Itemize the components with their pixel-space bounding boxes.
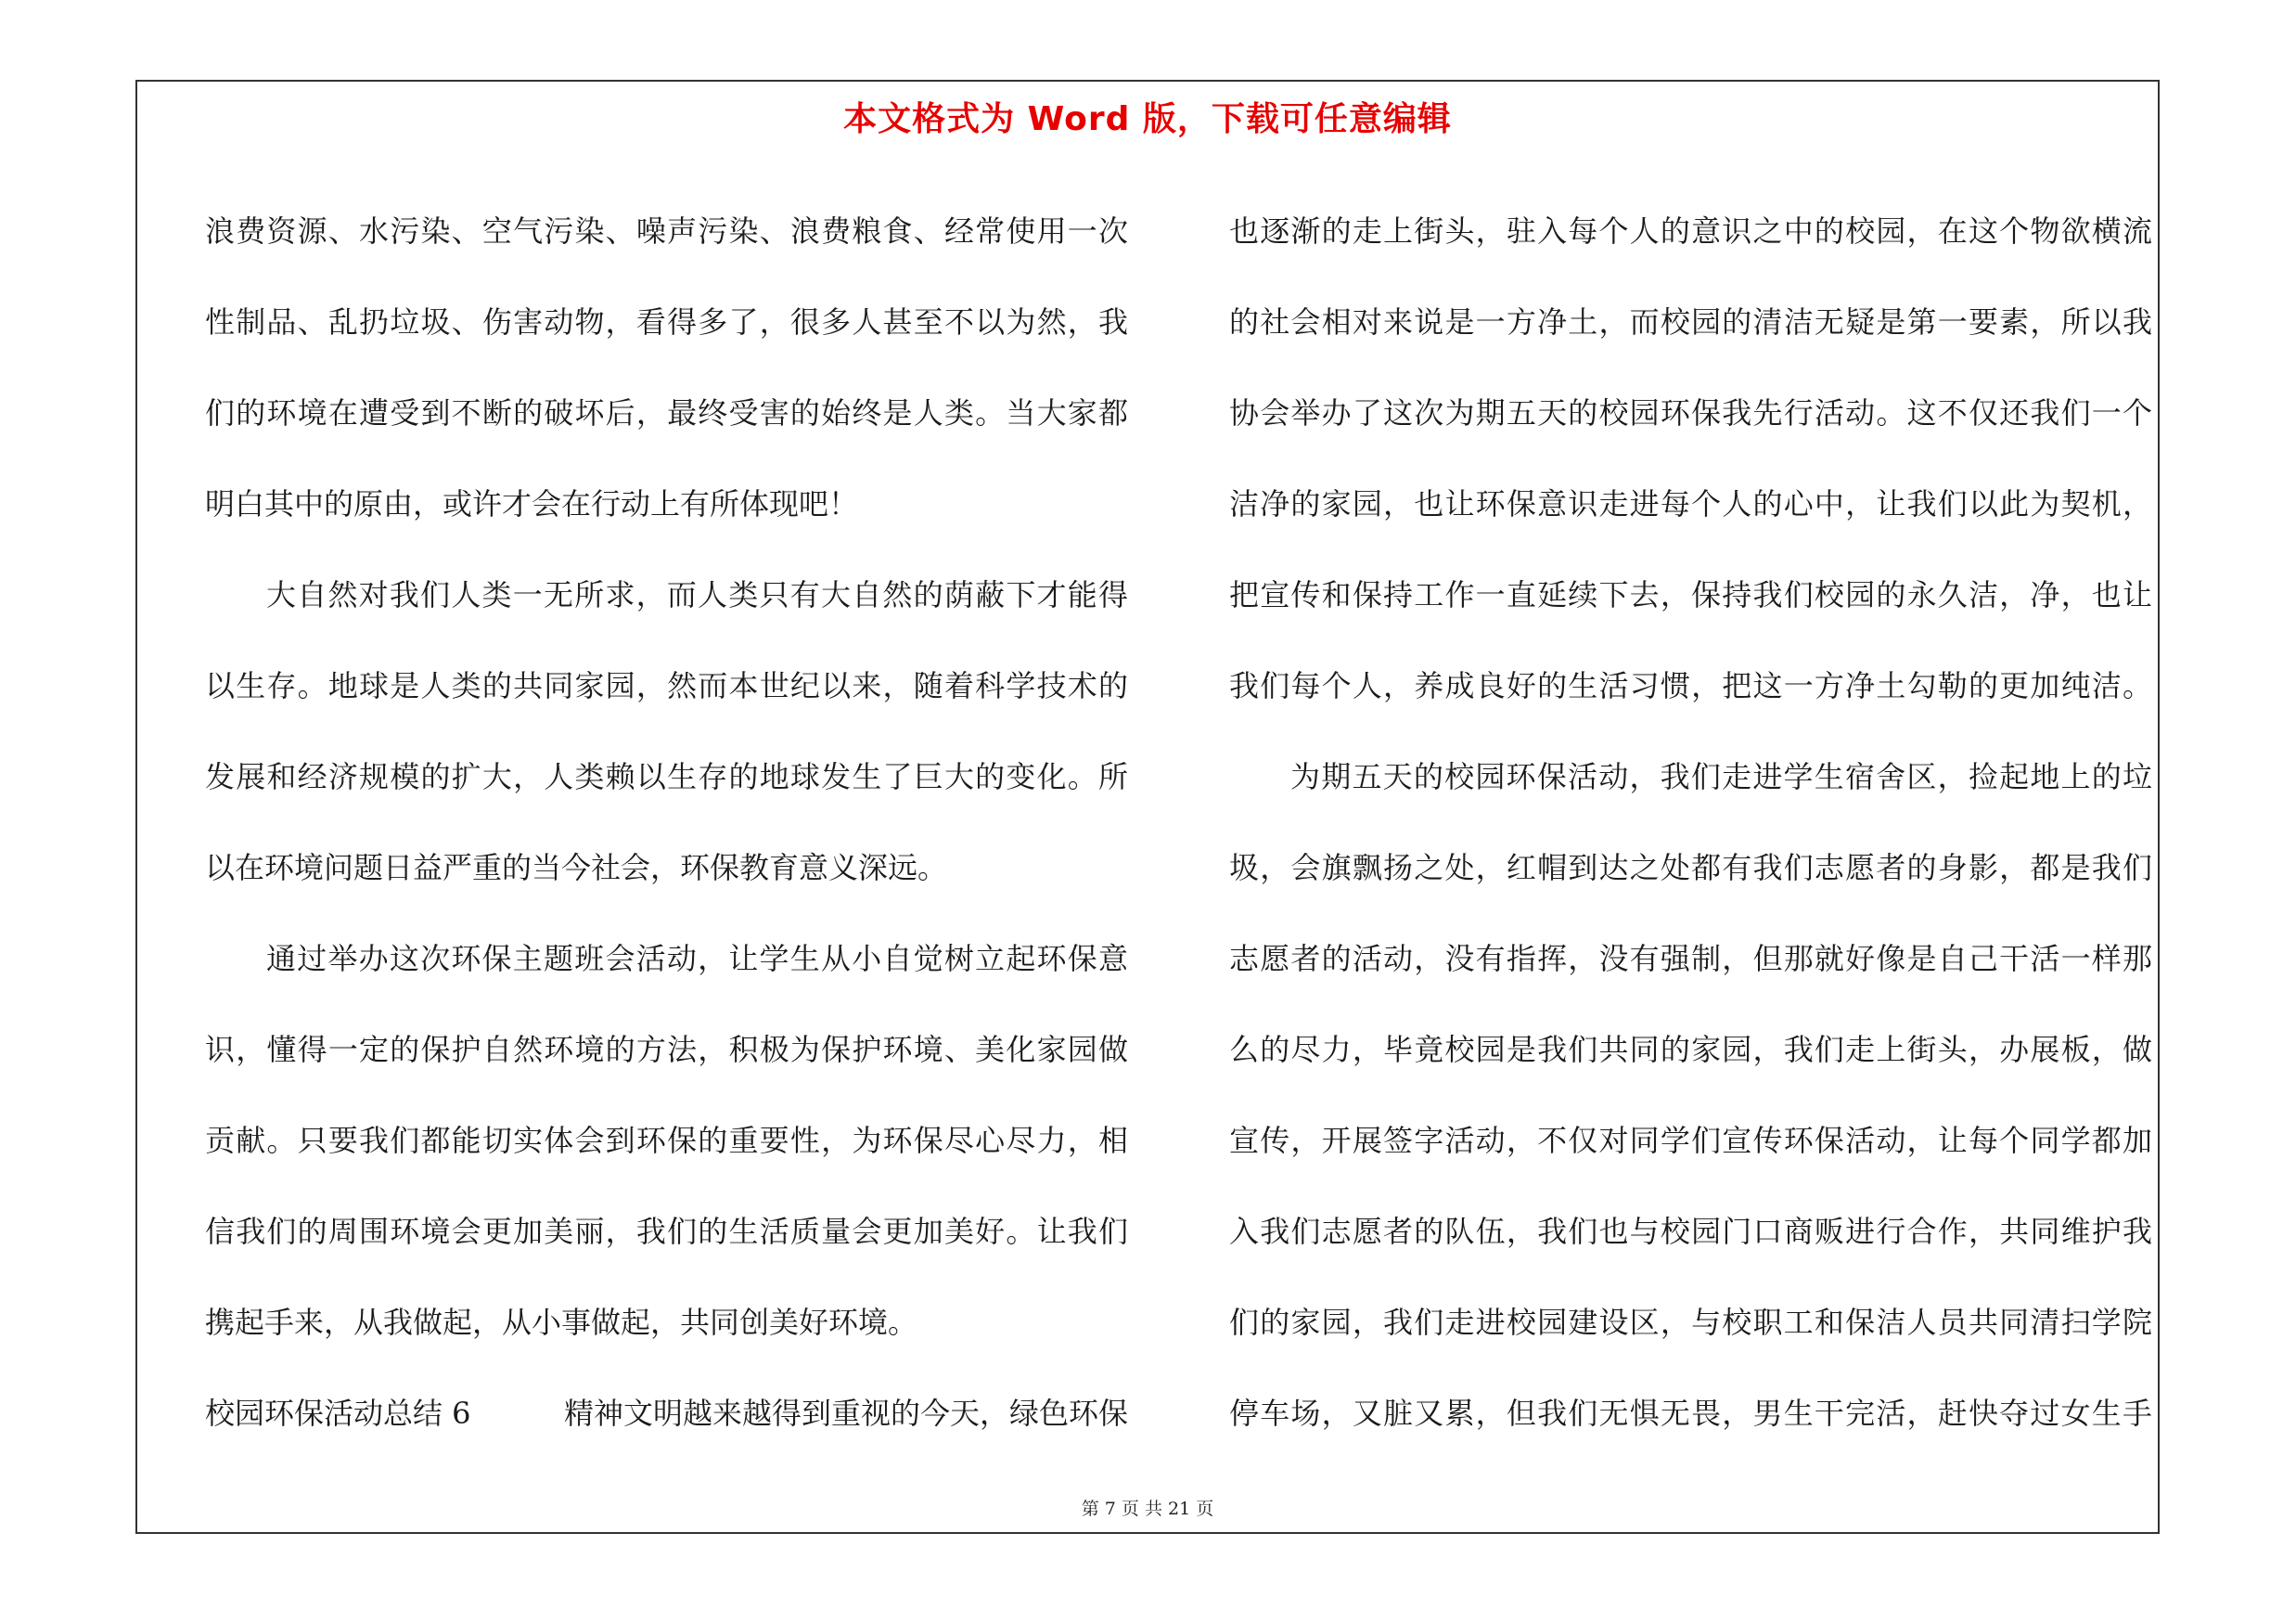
text-line: 识，懂得一定的保护自然环境的方法，积极为保护环境、美化家园做 xyxy=(205,1032,1128,1067)
paragraph-first-line: 通过举办这次环保主题班会活动，让学生从小自觉树立起环保意 xyxy=(266,941,1128,976)
text-line: 们的家园，我们走进校园建设区，与校职工和保洁人员共同清扫学院 xyxy=(1229,1305,2152,1340)
page-frame xyxy=(135,80,2160,1534)
text-line: 浪费资源、水污染、空气污染、噪声污染、浪费粮食、经常使用一次 xyxy=(205,213,1128,249)
text-line: 发展和经济规模的扩大，人类赖以生存的地球发生了巨大的变化。所 xyxy=(205,759,1128,794)
right-column xyxy=(1229,186,2152,1513)
text-line: 性制品、乱扔垃圾、伤害动物，看得多了，很多人甚至不以为然，我 xyxy=(205,304,1128,340)
text-line: 贡献。只要我们都能切实体会到环保的重要性，为环保尽心尽力，相 xyxy=(205,1123,1128,1158)
text-line: 宣传，开展签字活动，不仅对同学们宣传环保活动，让每个同学都加 xyxy=(1229,1123,2152,1158)
text-line: 圾，会旗飘扬之处，红帽到达之处都有我们志愿者的身影，都是我们 xyxy=(1229,850,2152,885)
page-number-footer: 第 7 页 共 21 页 xyxy=(1081,1499,1214,1519)
text-line: 们的环境在遭受到不断的破坏后，最终受害的始终是人类。当大家都 xyxy=(205,395,1128,431)
text-line: 把宣传和保持工作一直延续下去，保持我们校园的永久洁，净，也让 xyxy=(1229,577,2152,612)
text-line: 以在环境问题日益严重的当今社会，环保教育意义深远。 xyxy=(205,850,948,885)
section-heading-line xyxy=(205,1368,1128,1459)
paragraph-first-line: 为期五天的校园环保活动，我们走进学生宿舍区，捡起地上的垃 xyxy=(1290,759,2152,794)
text-line: 协会举办了这次为期五天的校园环保我先行活动。这不仅还我们一个 xyxy=(1229,395,2152,431)
left-column xyxy=(205,186,1128,1513)
text-line: 携起手来，从我做起，从小事做起，共同创美好环境。 xyxy=(205,1305,918,1340)
text-line: 入我们志愿者的队伍，我们也与校园门口商贩进行合作，共同维护我 xyxy=(1229,1214,2152,1249)
text-line: 志愿者的活动，没有指挥，没有强制，但那就好像是自己干活一样那 xyxy=(1229,941,2152,976)
text-line: 明白其中的原由，或许才会在行动上有所体现吧！ xyxy=(205,486,859,522)
text-line: 停车场，又脏又累，但我们无惧无畏，男生干完活，赶快夺过女生手 xyxy=(1229,1396,2152,1431)
paragraph-first-line: 大自然对我们人类一无所求，而人类只有大自然的荫蔽下才能得 xyxy=(266,577,1128,612)
text-line: 信我们的周围环境会更加美丽，我们的生活质量会更加美好。让我们 xyxy=(205,1214,1128,1249)
text-line: 的社会相对来说是一方净土，而校园的清洁无疑是第一要素，所以我 xyxy=(1229,304,2152,340)
text-line: 精神文明越来越得到重视的今天，绿色环保 xyxy=(563,1396,1128,1431)
text-line: 么的尽力，毕竟校园是我们共同的家园，我们走上街头，办展板，做 xyxy=(1229,1032,2152,1067)
text-line: 以生存。地球是人类的共同家园，然而本世纪以来，随着科学技术的 xyxy=(205,668,1128,703)
format-notice-banner: 本文格式为 Word 版，下载可任意编辑 xyxy=(843,100,1452,138)
text-line: 也逐渐的走上街头，驻入每个人的意识之中的校园，在这个物欲横流 xyxy=(1229,213,2152,249)
text-line: 我们每个人，养成良好的生活习惯，把这一方净土勾勒的更加纯洁。 xyxy=(1229,668,2152,703)
text-line: 洁净的家园，也让环保意识走进每个人的心中，让我们以此为契机， xyxy=(1229,486,2152,522)
section-heading: 校园环保活动总结 6 xyxy=(205,1396,471,1431)
